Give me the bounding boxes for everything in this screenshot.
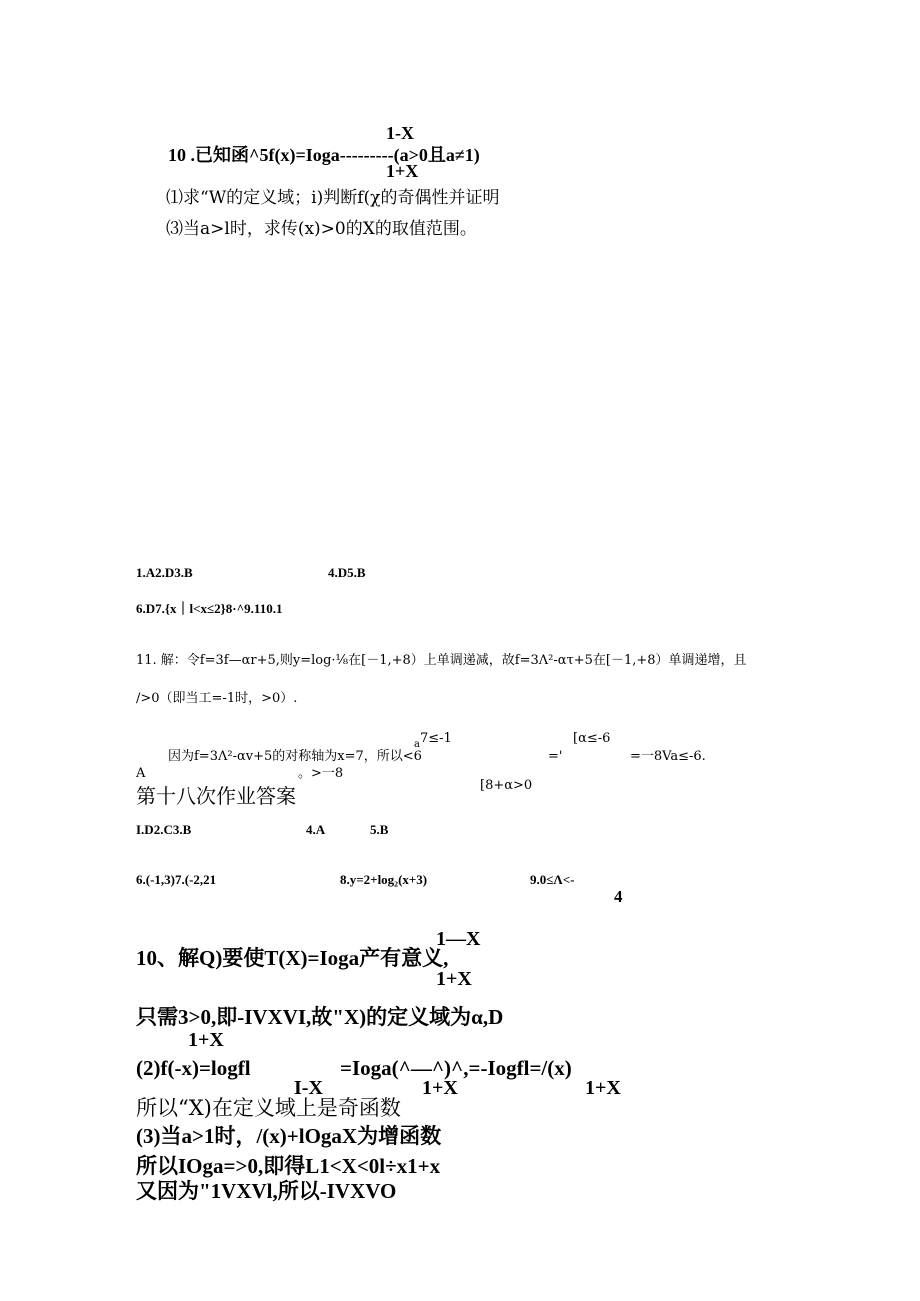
- solution11-fragment-system: [α≤-6: [573, 731, 611, 746]
- answers18-row-2c-denominator: 4: [614, 887, 623, 906]
- solution10-fraction-1-numerator: 1—X: [436, 928, 481, 950]
- solution10-fraction-1-denominator: 1+X: [436, 968, 472, 990]
- solution10-line-7: 又因为"1VXVl,所以-IVXVO: [136, 1179, 397, 1203]
- solution11-line-1: 11. 解：令f=3f—αr+5,则y=log·⅛在[－1,+8）上单调递减，故f=3Λ²-ατ+5在[－1,+8）单调递增，且: [136, 653, 747, 668]
- solution11-fragment-subscript: a: [414, 739, 420, 750]
- answers18-row-1c: 5.B: [370, 822, 389, 837]
- answers18-row-1a: I.D2.C3.B: [136, 822, 192, 837]
- answers-row-2: 6.D7.{x｜l<x≤2}8·^9.110.1: [136, 601, 283, 616]
- solution11-fragment-gt: 。>一8: [298, 766, 344, 781]
- solution11-fragment-result: =一8Va≤-6.: [630, 749, 706, 764]
- solution10-line-5: (3)当a>1时，/(x)+lOgaX为增函数: [136, 1124, 442, 1148]
- solution11-fragment-equals: =': [548, 749, 563, 764]
- answers18-row-1b: 4.A: [306, 822, 326, 837]
- problem10-fraction-numerator: 1-X: [386, 123, 414, 143]
- solution10-fraction-2-denominator: 1+X: [188, 1029, 224, 1051]
- problem10-fraction-denominator: 1+X: [386, 161, 419, 181]
- answers18-row-2c: 9.0≤Λ<-: [530, 872, 575, 887]
- solution10-fraction-3a: I-X: [294, 1077, 323, 1099]
- problem10-statement-line: 10 .已知函^5f(x)=Ioga---------(a>0且a≠1): [168, 145, 480, 165]
- problem10-question-3: ⑶当a>l时，求传(x)>0的X的取值范围。: [166, 219, 477, 239]
- solution10-fraction-3b: 1+X: [422, 1077, 458, 1099]
- answers-row-1b: 4.D5.B: [328, 565, 366, 580]
- answers18-row-2a: 6.(-1,3)7.(-2,21: [136, 872, 217, 887]
- solution10-line-6: 所以IOga=>0,即得L1<X<0l÷x1+x: [136, 1154, 441, 1178]
- answers-row-1a: 1.A2.D3.B: [136, 565, 193, 580]
- answers18-row-2b: 8.y=2+log₂(x+3): [340, 872, 428, 887]
- solution10-line-3b: =Ioga(^—^)^,=-Iogfl=/(x): [340, 1056, 572, 1080]
- solution10-line-1: 10、解Q)要使T(X)=Ioga产有意义,: [136, 946, 449, 970]
- solution11-fragment-system-2: [8+α>0: [480, 778, 533, 793]
- solution10-line-3a: (2)f(-x)=logfl: [136, 1056, 251, 1080]
- solution11-fragment-a: A: [136, 766, 146, 781]
- section-heading: 第十八次作业答案: [136, 784, 296, 808]
- solution11-line-3: 因为f=3Λ²-αv+5的对称轴为x=7，所以<6: [168, 749, 422, 764]
- solution10-fraction-3c: 1+X: [585, 1077, 621, 1099]
- problem10-question-1-2: ⑴求“W的定义域；i)判断f(χ的奇偶性并证明: [166, 188, 500, 208]
- solution10-line-4: 所以“X)在定义域上是奇函数: [136, 1096, 401, 1120]
- solution11-line-2: />0（即当工=-1时，>0）.: [136, 691, 298, 706]
- solution10-line-2: 只需3>0,即-IVXVI,故"X)的定义域为α,D: [136, 1005, 504, 1029]
- solution11-fragment-condition: 7≤-1: [420, 731, 452, 746]
